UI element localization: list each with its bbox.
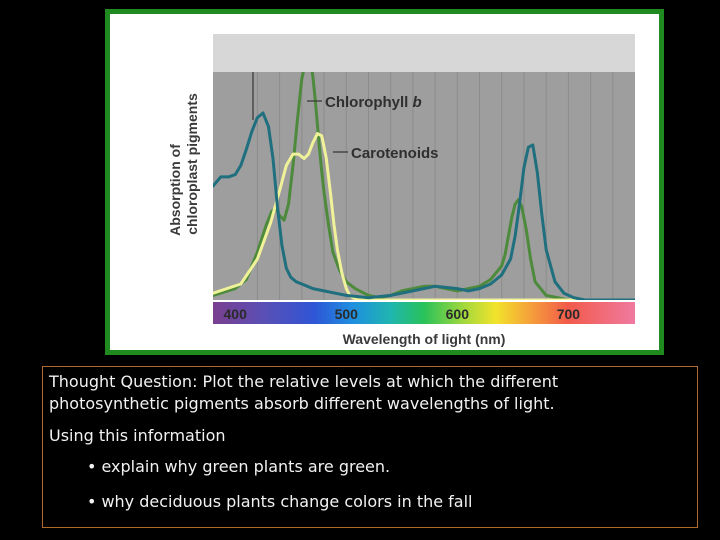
x-axis-label: Wavelength of light (nm) (342, 331, 506, 347)
plot-top-band (213, 34, 635, 72)
bullet-dot: • (87, 492, 97, 511)
bullet-dot: • (87, 457, 97, 476)
x-tick-label: 400 (223, 306, 247, 322)
chlorophyll-b-label: Chlorophyll b (325, 94, 422, 111)
y-axis-label-line2: chloroplast pigments (184, 93, 200, 235)
x-tick-label: 600 (445, 306, 469, 322)
carotenoids-label: Carotenoids (351, 145, 439, 162)
bullet-item (49, 456, 691, 478)
bullet-text: explain why green plants are green. (101, 457, 391, 476)
bullet-text: why deciduous plants change colors in the fall (101, 492, 473, 511)
thought-question-box (42, 366, 698, 528)
y-axis-label-line1: Absorption of (167, 144, 183, 236)
absorption-spectrum-chart (110, 14, 659, 350)
bullet-item (49, 491, 691, 513)
question-line-2: photosynthetic pigments absorb different wavelengths of light. (49, 394, 555, 413)
question-line-1: Thought Question: Plot the relative levels at which the different (49, 372, 559, 391)
figure-frame (105, 9, 664, 355)
intro-text: Using this information (49, 426, 226, 445)
x-tick-label: 700 (556, 306, 581, 322)
x-tick-label: 500 (334, 306, 358, 322)
